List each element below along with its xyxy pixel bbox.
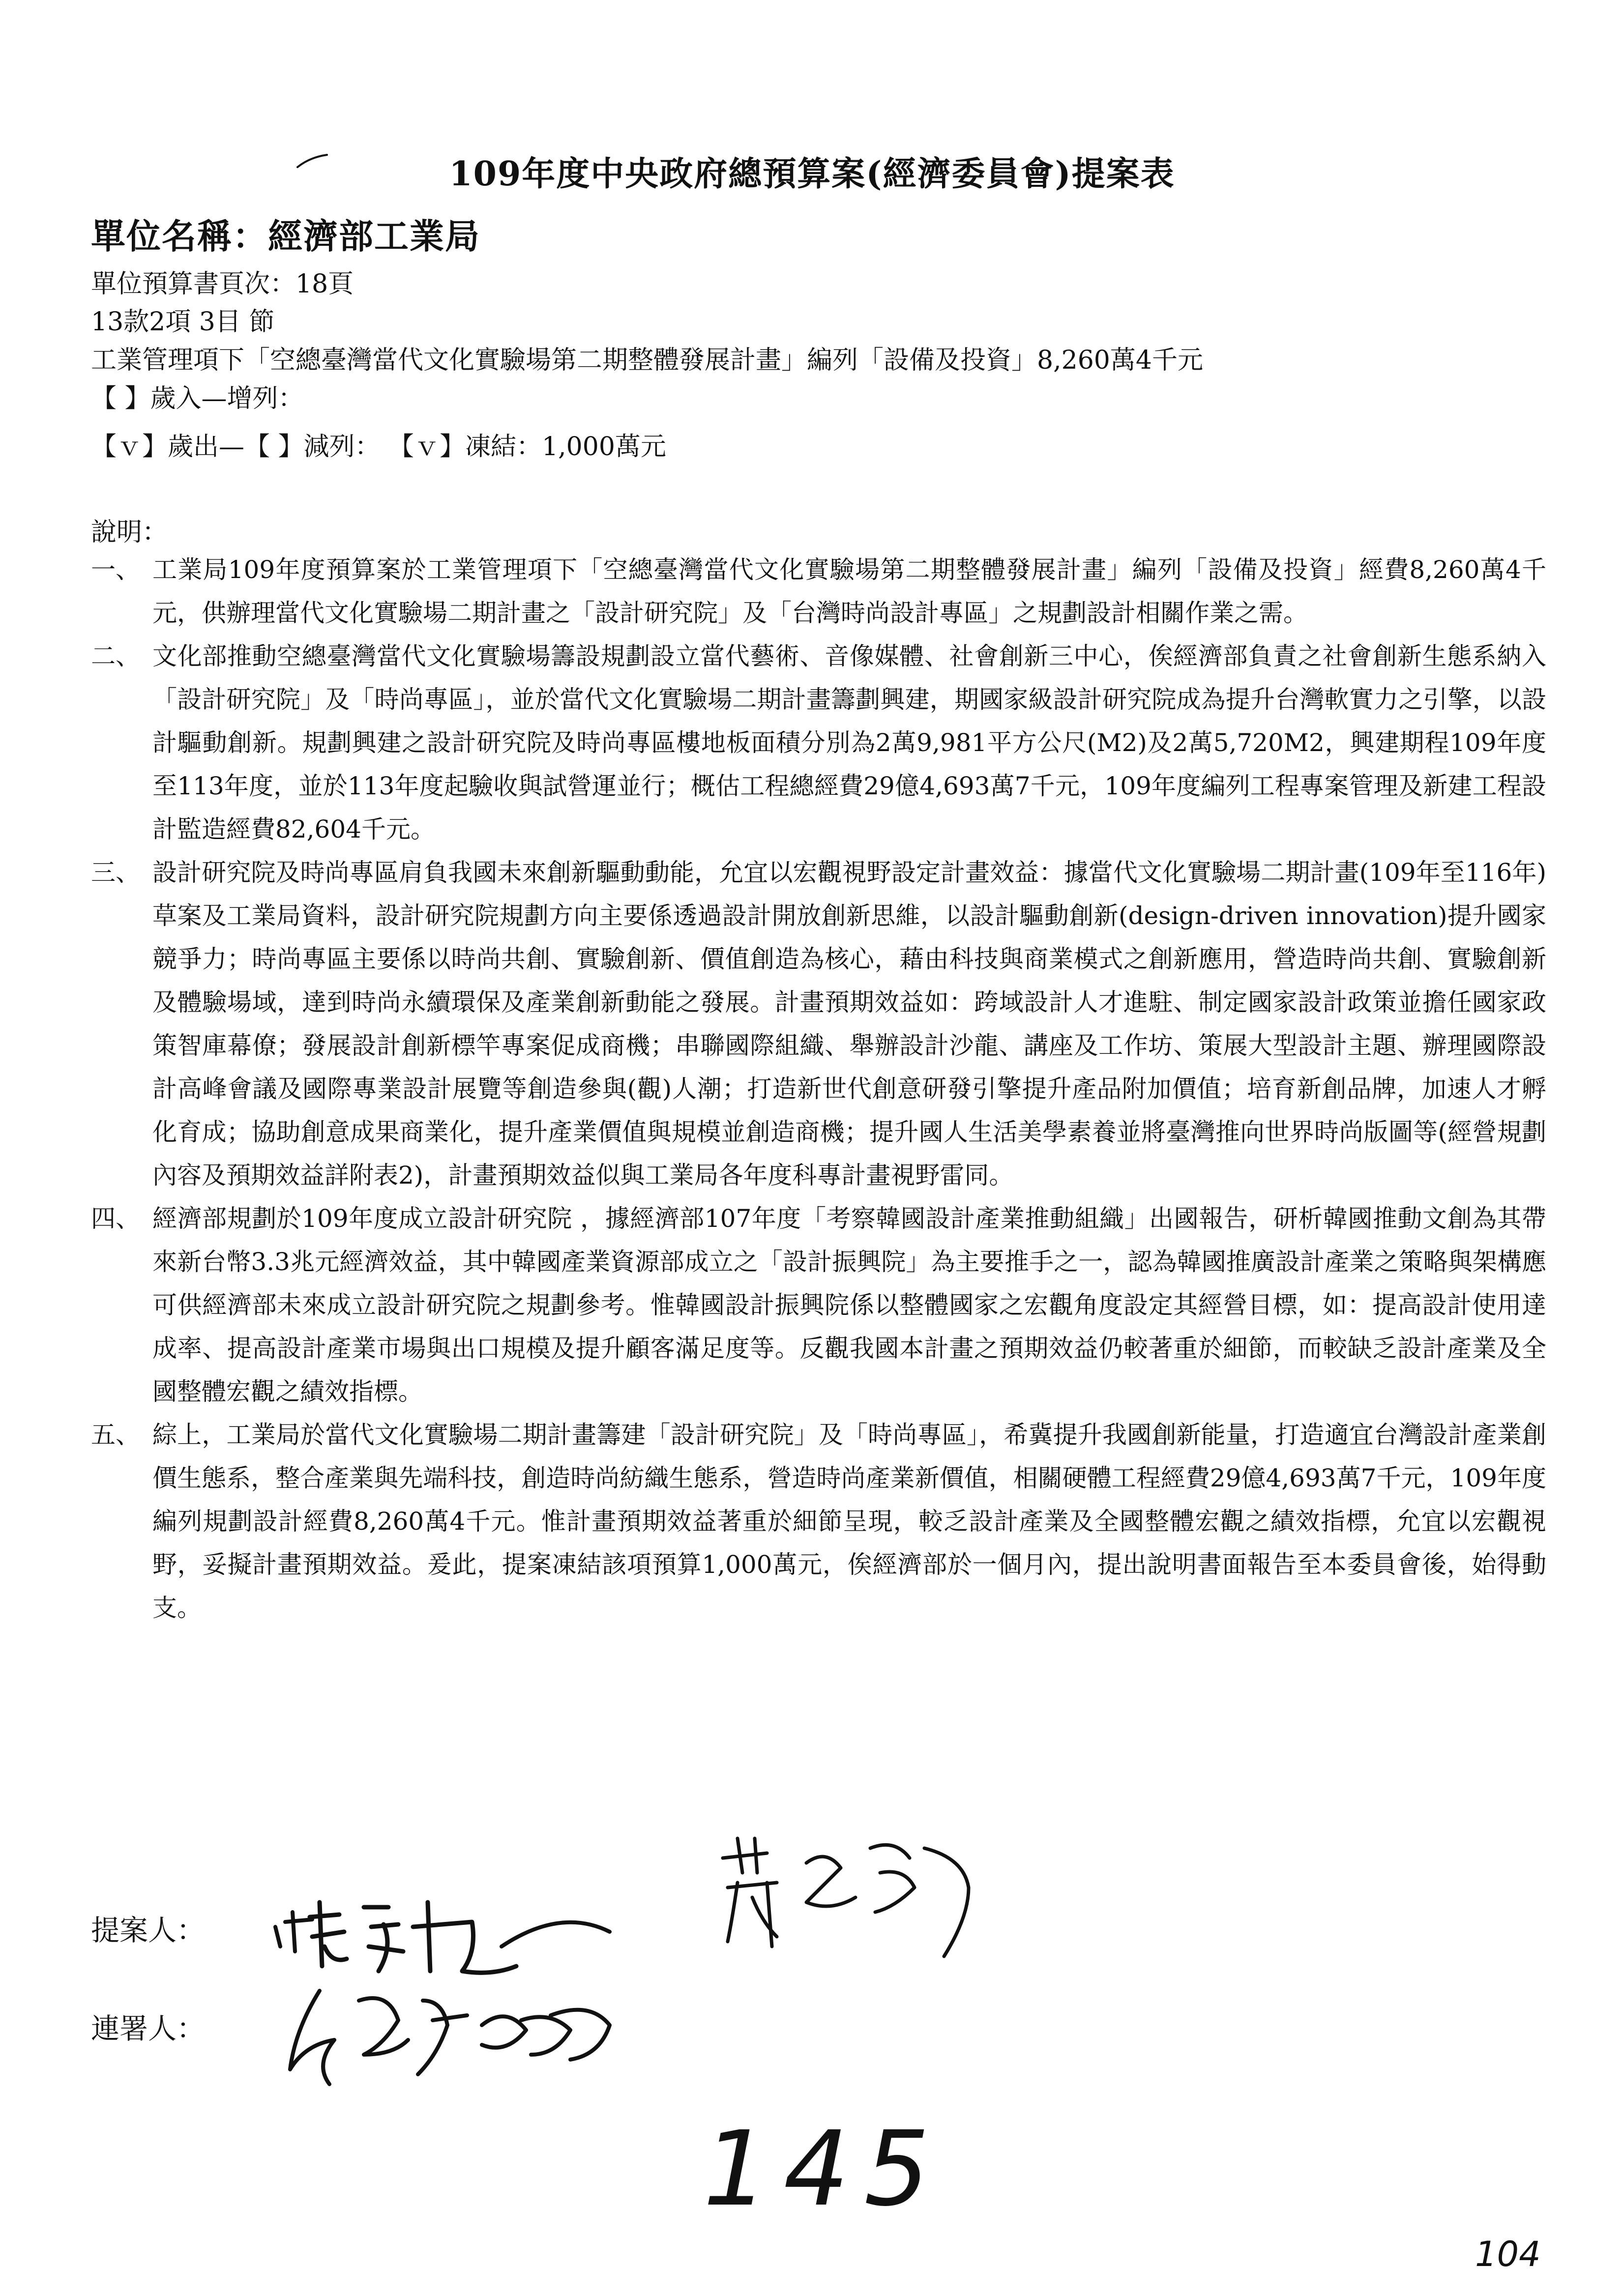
cosigner-signature-1 xyxy=(708,1819,993,1966)
budget-page-reference: 單位預算書頁次：18頁 xyxy=(91,269,354,299)
explanation-item xyxy=(91,1413,1546,1629)
item-text: 設計研究院及時尚專區肩負我國未來創新驅動動能，允宜以宏觀視野設定計畫效益：據當代文化實驗場二期計畫(109年至116年)草案及工業局資料，設計研究院規劃方向主要係透過設計開放創新思維，以設計驅動創新(design-driven innovation)提升國家競爭力；時尚專區主要係以時尚共創、實驗創新、價值創造為核心，藉由科技與商業模式之創新應用，營造時尚共創、實驗創新及體驗場域，達到時尚永續環保及產業創新動能之發展。計畫預期效益如：跨域設計人才進駐、制定國家設計政策並擔任國家政策智庫幕僚；發展設計創新標竿專案促成商機；串聯國際組織、舉辦設計沙龍、講座及工作坊、策展大型設計主題、辦理國際設計高峰會議及國際專業設計展覽等創造參與(觀)人潮；打造新世代創意研發引擎提升產品附加價值；培育新創品牌，加速人才孵化育成；協助創意成果商業化，提升產業價值與規模並創造商機；提升國人生活美學素養並將臺灣推向世界時尚版圖等(經營規劃內容及預期效益詳附表2)，計畫預期效益似與工業局各年度科專計畫視野雷同。 xyxy=(152,858,1546,1190)
explanation-item xyxy=(91,1197,1546,1413)
revenue-line: 【 】歲入—增列： xyxy=(91,384,304,413)
explanation-item xyxy=(91,851,1546,1197)
handwritten-number: 145 xyxy=(703,2109,945,2229)
stray-pen-mark xyxy=(295,152,329,172)
explanation-item xyxy=(91,635,1546,851)
item-text: 綜上，工業局於當代文化實驗場二期計畫籌建「設計研究院」及「時尚專區」，希冀提升我國創新能量，打造適宜台灣設計產業創價生態系，整合產業與先端科技，創造時尚紡織生態系，營造時尚產業新價值，相關硬體工程經費29億4,693萬7千元，109年度編列規劃設計經費8,260萬4千元。惟計畫預期效益著重於細節呈現，較乏設計產業及全國整體宏觀之績效指標，允宜以宏觀視野，妥擬計畫預期效益。爰此，提案凍結該項預算1,000萬元，俟經濟部於一個月內，提出說明書面報告至本委員會後，始得動支。 xyxy=(152,1421,1546,1622)
budget-section: 13款2項 3目 節 xyxy=(91,307,275,337)
handwritten-page-number: 104 xyxy=(1475,2234,1541,2274)
proposer-label: 提案人： xyxy=(91,1914,206,1947)
explanation-item xyxy=(91,548,1546,635)
item-text: 經濟部規劃於109年度成立設計研究院 ，據經濟部107年度「考察韓國設計產業推動組織」出國報告，研析韓國推動文創為其帶來新台幣3.3兆元經濟效益，其中韓國產業資源部成立之「設計振興院」為主要推手之一，認為韓國推廣設計產業之策略與架構應可供經濟部未來成立設計研究院之規劃參考。惟韓國設計振興院係以整體國家之宏觀角度設定其經營目標，如：提高設計使用達成率、提高設計產業市場與出口規模及提升顧客滿足度等。反觀我國本計畫之預期效益仍較著重於細節，而較缺乏設計產業及全國整體宏觀之績效指標。 xyxy=(152,1204,1546,1406)
item-number: 三、 xyxy=(91,858,140,887)
cosigner-signature-2 xyxy=(275,1971,620,2099)
item-number: 四、 xyxy=(91,1204,140,1233)
budget-item-line: 工業管理項下「空總臺灣當代文化實驗場第二期整體發展計畫」編列「設備及投資」8,260萬4千元 xyxy=(91,346,1203,375)
cosigner-label: 連署人： xyxy=(91,2012,206,2045)
expense-freeze-line: 【ｖ】歲出—【 】減列： 【ｖ】凍結：1,000萬元 xyxy=(91,432,666,462)
item-number: 二、 xyxy=(91,642,140,670)
document-title: 109年度中央政府總預算案(經濟委員會)提案表 xyxy=(449,154,1175,194)
explanation-heading: 說明： xyxy=(91,518,168,547)
item-number: 一、 xyxy=(91,555,140,584)
item-text: 工業局109年度預算案於工業管理項下「空總臺灣當代文化實驗場第二期整體發展計畫」編列「設備及投資」經費8,260萬4千元，供辦理當代文化實驗場二期計畫之「設計研究院」及「台灣時尚設計專區」之規劃設計相關作業之需。 xyxy=(152,555,1546,627)
unit-name: 單位名稱：經濟部工業局 xyxy=(91,216,480,257)
explanation-list xyxy=(91,548,1546,1629)
item-number: 五、 xyxy=(91,1421,140,1449)
item-text: 文化部推動空總臺灣當代文化實驗場籌設規劃設立當代藝術、音像媒體、社會創新三中心，俟經濟部負責之社會創新生態系納入「設計研究院」及「時尚專區」，並於當代文化實驗場二期計畫籌劃興建，期國家級設計研究院成為提升台灣軟實力之引擎，以設計驅動創新。規劃興建之設計研究院及時尚專區樓地板面積分別為2萬9,981平方公尺(M2)及2萬5,720M2，興建期程109年度至113年度，並於113年度起驗收與試營運並行；概估工程總經費29億4,693萬7千元，109年度編列工程專案管理及新建工程設計監造經費82,604千元。 xyxy=(152,642,1546,843)
